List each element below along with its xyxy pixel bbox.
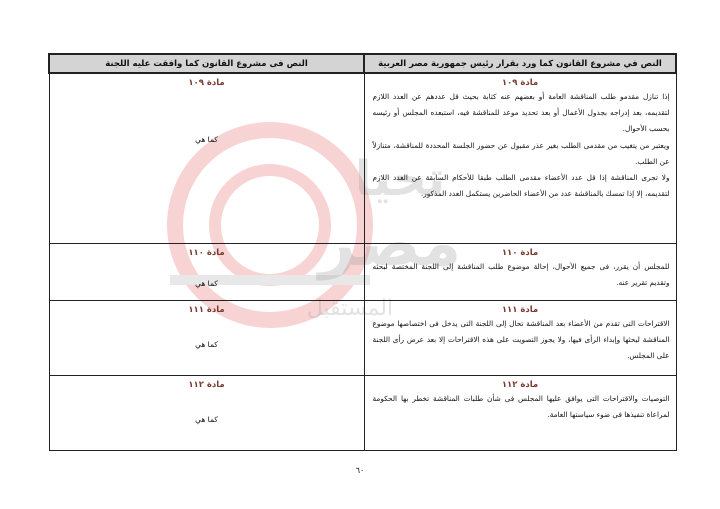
committee-article-cell <box>49 300 364 375</box>
article-title: مادة ١١١ <box>501 304 539 315</box>
article-body <box>365 391 676 423</box>
committee-article-cell <box>49 243 364 300</box>
committee-article-cell <box>49 73 364 243</box>
article-paragraph: إذا تنازل مقدمو طلب المناقشة العامة أو بعضهم عنه كتابة بحيث قل عددهم عن العدد اللازم لتقديمه، بعد إدراجه بجدول الأعمال أو بعد تحديد موعد للمناقشة فيه، استبعده المجلس أو رئيسه بحسب الأحوال. <box>372 92 670 134</box>
header-committee-text: النص فى مشروع القانون كما وافقت عليه اللجنة <box>49 54 364 73</box>
committee-article-title: مادة ١١٢ <box>188 379 225 390</box>
article-paragraph: للمجلس أن يقرر، فى جميع الأحوال، إحالة موضوع طلب المناقشة إلى اللجنة المختصة لبحثه وتقديم تقرير عنه. <box>372 261 670 287</box>
committee-text: كما هي <box>195 414 218 424</box>
original-article-cell <box>364 300 676 375</box>
table-row <box>49 375 676 450</box>
watermark-text-3: المستقبل <box>306 296 394 321</box>
article-title: مادة ١٠٩ <box>501 78 539 88</box>
committee-text: كما هي <box>195 339 218 349</box>
committee-article-title: مادة ١٠٩ <box>188 78 225 88</box>
article-body <box>365 89 676 202</box>
watermark-text-2: مصر <box>318 207 462 281</box>
article-paragraph: ويعتبر من يتغيب من مقدمى الطلب بغير عذر مقبول عن حضور الجلسة المحددة للمناقشة، متنازلاً عن الطلب. <box>372 140 670 166</box>
watermark-text-1: تحيا <box>354 151 446 207</box>
table-row <box>49 243 676 300</box>
committee-text: كما هي <box>195 135 218 144</box>
article-body <box>365 316 676 365</box>
original-article-cell <box>364 73 676 243</box>
article-body <box>365 259 676 291</box>
committee-article-title: مادة ١١٠ <box>188 247 225 258</box>
table-row <box>49 73 676 243</box>
page-number: ٦٠ <box>355 466 365 475</box>
law-comparison-table <box>48 53 677 451</box>
original-article-cell <box>364 375 676 450</box>
article-paragraph: ولا تجرى المناقشة إذا قل عدد الأعضاء مقدمى الطلب طبقا للأحكام السابقة عن العدد اللازم لتقديمه، إلا إذا تمسك بالمناقشة عدد من الأعضاء الحاضرين يستكمل العدد المذكور. <box>372 173 670 199</box>
committee-article-title: مادة ١١١ <box>188 304 225 315</box>
table-row <box>49 300 676 375</box>
article-paragraph: الاقتراحات التى تقدم من الأعضاء بعد المناقشة تحال إلى اللجنة التى يدخل فى اختصاصها موضوع المناقشة لبحثها وإبداء الرأى فيها، ولا يجوز التصويت على هذه الاقتراحات إلا بعد عرض رأى اللجنة على المجلس. <box>372 318 670 360</box>
article-title: مادة ١١٠ <box>501 247 539 258</box>
table-header-row <box>49 54 676 73</box>
committee-text: كما هي <box>195 278 218 288</box>
article-title: مادة ١١٢ <box>501 379 539 390</box>
original-article-cell <box>364 243 676 300</box>
committee-article-cell <box>49 375 364 450</box>
article-paragraph: التوصيات والاقتراحات التى يوافق عليها المجلس فى شأن طلبات المناقشة تخطر بها الحكومة لمراعاة تنفيذها فى ضوء سياستها العامة. <box>372 393 670 419</box>
header-original-text: النص في مشروع القانون كما ورد بقرار رئيس جمهورية مصر العربية <box>364 54 676 73</box>
